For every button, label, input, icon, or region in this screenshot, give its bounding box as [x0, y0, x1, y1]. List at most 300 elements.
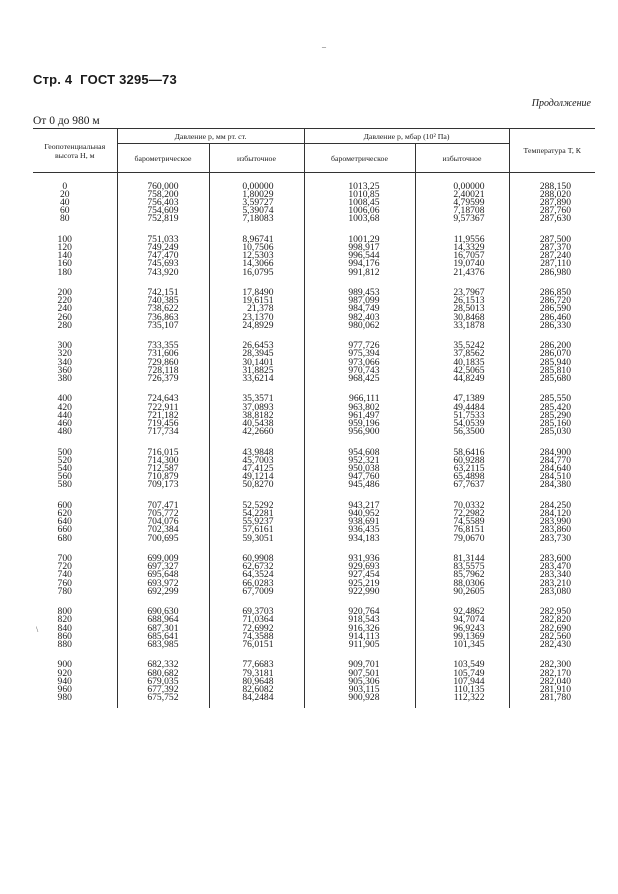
temperature-cell: 287,760 [509, 207, 595, 215]
barometric-mmhg-cell: 702,384 [117, 526, 209, 534]
excess-mmhg-cell: 80,9648 [209, 678, 304, 686]
excess-mmhg-cell: 69,3703 [209, 608, 304, 616]
table-row [33, 608, 595, 616]
temperature-cell: 283,080 [509, 588, 595, 596]
excess-mbar-cell: 79,0670 [415, 535, 509, 543]
altitude-cell: 300 [57, 340, 72, 352]
altitude-cell: 140 [57, 250, 72, 262]
altitude-cell: 920 [57, 667, 72, 679]
temperature-cell: 287,500 [509, 236, 595, 244]
table-row [33, 457, 595, 465]
barometric-mmhg-cell: 742,151 [117, 289, 209, 297]
excess-mbar-cell: 96,9243 [415, 625, 509, 633]
excess-mbar-cell: 88,0306 [415, 580, 509, 588]
group-spacer [33, 383, 595, 395]
excess-mbar-cell: 47,1389 [415, 395, 509, 403]
group-spacer [33, 224, 595, 236]
barometric-mmhg-cell: 726,379 [117, 375, 209, 383]
barometric-mbar-cell: 984,749 [304, 305, 415, 313]
temperature-cell: 283,470 [509, 563, 595, 571]
altitude-cell: 600 [57, 499, 72, 511]
print-mark: \ [36, 625, 39, 634]
table-row [33, 191, 595, 199]
excess-mmhg-cell: 76,0151 [209, 641, 304, 649]
temperature-cell: 287,110 [509, 260, 595, 268]
temperature-cell: 282,560 [509, 633, 595, 641]
altitude-cell: 400 [57, 393, 72, 405]
excess-mmhg-cell: 31,8825 [209, 367, 304, 375]
barometric-mmhg-cell: 731,606 [117, 350, 209, 358]
temperature-cell: 286,980 [509, 269, 595, 277]
barometric-mbar-cell: 940,952 [304, 510, 415, 518]
excess-mmhg-cell: 64,3524 [209, 571, 304, 579]
excess-mmhg-cell: 26,6453 [209, 342, 304, 350]
excess-mbar-cell: 83,5575 [415, 563, 509, 571]
temperature-cell: 282,820 [509, 616, 595, 624]
temperature-cell: 283,340 [509, 571, 595, 579]
excess-mbar-cell: 85,7962 [415, 571, 509, 579]
table-row [33, 252, 595, 260]
excess-mbar-cell: 107,944 [415, 678, 509, 686]
excess-mbar-cell: 4,79599 [415, 199, 509, 207]
barometric-mbar-cell: 934,183 [304, 535, 415, 543]
altitude-cell: 700 [57, 552, 72, 564]
excess-mbar-cell: 60,9288 [415, 457, 509, 465]
barometric-mmhg-cell: 695,648 [117, 571, 209, 579]
group-spacer [33, 702, 595, 708]
excess-mbar-cell: 63,2115 [415, 465, 509, 473]
column-header-barometric-mbar: барометрическое [304, 144, 415, 173]
temperature-cell: 281,910 [509, 686, 595, 694]
altitude-cell: 880 [57, 638, 72, 650]
excess-mmhg-cell: 17,8490 [209, 289, 304, 297]
barometric-mbar-cell: 918,543 [304, 616, 415, 624]
excess-mmhg-cell: 33,6214 [209, 375, 304, 383]
temperature-cell: 285,030 [509, 428, 595, 436]
excess-mbar-cell: 16,7057 [415, 252, 509, 260]
barometric-mmhg-cell: 740,385 [117, 297, 209, 305]
temperature-cell: 287,890 [509, 199, 595, 207]
temperature-cell: 288,150 [509, 183, 595, 191]
barometric-mbar-cell: 998,917 [304, 244, 415, 252]
table-row [33, 269, 595, 277]
barometric-mmhg-cell: 699,009 [117, 555, 209, 563]
table-row [33, 563, 595, 571]
excess-mmhg-cell: 79,3181 [209, 670, 304, 678]
excess-mbar-cell: 40,1835 [415, 359, 509, 367]
excess-mbar-cell: 92,4862 [415, 608, 509, 616]
barometric-mbar-cell: 982,403 [304, 314, 415, 322]
barometric-mbar-cell: 943,217 [304, 502, 415, 510]
temperature-cell: 285,290 [509, 412, 595, 420]
temperature-cell: 282,040 [509, 678, 595, 686]
atmosphere-table [33, 128, 595, 708]
temperature-cell: 286,460 [509, 314, 595, 322]
temperature-cell: 282,300 [509, 661, 595, 669]
altitude-cell: 120 [57, 241, 72, 253]
excess-mmhg-cell: 42,2660 [209, 428, 304, 436]
barometric-mbar-cell: 1006,06 [304, 207, 415, 215]
barometric-mbar-cell: 1008,45 [304, 199, 415, 207]
barometric-mmhg-cell: 729,860 [117, 359, 209, 367]
excess-mbar-cell: 110,135 [415, 686, 509, 694]
barometric-mmhg-cell: 721,182 [117, 412, 209, 420]
temperature-cell: 284,380 [509, 481, 595, 489]
excess-mmhg-cell: 57,6161 [209, 526, 304, 534]
page-number-label: Стр. 4 [33, 72, 73, 87]
altitude-cell: 740 [57, 569, 72, 581]
table-row [33, 502, 595, 510]
altitude-cell: 760 [57, 577, 72, 589]
range-caption: От 0 до 980 м [33, 115, 100, 127]
excess-mbar-cell: 54,0539 [415, 420, 509, 428]
excess-mbar-cell: 26,1513 [415, 297, 509, 305]
barometric-mbar-cell: 996,544 [304, 252, 415, 260]
altitude-cell: 0 [62, 180, 68, 192]
temperature-cell: 283,210 [509, 580, 595, 588]
altitude-cell: 200 [57, 286, 72, 298]
excess-mbar-cell: 99,1369 [415, 633, 509, 641]
excess-mbar-cell: 74,5589 [415, 518, 509, 526]
altitude-cell: 360 [57, 364, 72, 376]
table-row [33, 215, 595, 223]
barometric-mbar-cell: 1003,68 [304, 215, 415, 223]
group-spacer [33, 596, 595, 608]
excess-mmhg-cell: 84,2484 [209, 694, 304, 702]
barometric-mbar-cell: 959,196 [304, 420, 415, 428]
table-row [33, 367, 595, 375]
excess-mbar-cell: 76,8151 [415, 526, 509, 534]
barometric-mbar-cell: 950,038 [304, 465, 415, 473]
table-row [33, 420, 595, 428]
excess-mmhg-cell: 8,96741 [209, 236, 304, 244]
print-mark: – [322, 42, 326, 51]
temperature-cell: 283,860 [509, 526, 595, 534]
barometric-mbar-cell: 900,928 [304, 694, 415, 702]
temperature-cell: 282,430 [509, 641, 595, 649]
altitude-cell: 780 [57, 585, 72, 597]
altitude-cell: 960 [57, 683, 72, 695]
temperature-cell: 284,900 [509, 449, 595, 457]
altitude-cell: 860 [57, 630, 72, 642]
altitude-cell: 320 [57, 348, 72, 360]
group-spacer [33, 173, 595, 183]
excess-mbar-cell: 0,00000 [415, 183, 509, 191]
barometric-mmhg-cell: 705,772 [117, 510, 209, 518]
table-header [33, 129, 595, 173]
barometric-mbar-cell: 945,486 [304, 481, 415, 489]
barometric-mbar-cell: 931,936 [304, 555, 415, 563]
barometric-mmhg-cell: 754,609 [117, 207, 209, 215]
barometric-mmhg-cell: 717,734 [117, 428, 209, 436]
barometric-mmhg-cell: 736,863 [117, 314, 209, 322]
altitude-cell: 60 [59, 205, 70, 217]
excess-mmhg-cell: 12,5303 [209, 252, 304, 260]
altitude-cell: 260 [57, 311, 72, 323]
altitude-cell: 500 [57, 446, 72, 458]
altitude-cell: 660 [57, 524, 72, 536]
barometric-mbar-cell: 920,764 [304, 608, 415, 616]
excess-mbar-cell: 81,3144 [415, 555, 509, 563]
excess-mbar-cell: 14,3329 [415, 244, 509, 252]
barometric-mbar-cell: 1010,85 [304, 191, 415, 199]
table-row [33, 404, 595, 412]
barometric-mbar-cell: 952,321 [304, 457, 415, 465]
altitude-cell: 80 [59, 213, 70, 225]
barometric-mmhg-cell: 680,682 [117, 670, 209, 678]
altitude-cell: 840 [57, 622, 72, 634]
barometric-mbar-cell: 987,099 [304, 297, 415, 305]
excess-mmhg-cell: 52,5292 [209, 502, 304, 510]
temperature-cell: 286,070 [509, 350, 595, 358]
excess-mmhg-cell: 35,3571 [209, 395, 304, 403]
table-row [33, 395, 595, 403]
excess-mmhg-cell: 1,80029 [209, 191, 304, 199]
table-row [33, 661, 595, 669]
altitude-cell: 280 [57, 319, 72, 331]
altitude-cell: 160 [57, 258, 72, 270]
excess-mmhg-cell: 72,6992 [209, 625, 304, 633]
barometric-mbar-cell: 914,113 [304, 633, 415, 641]
excess-mbar-cell: 2,40021 [415, 191, 509, 199]
excess-mmhg-cell: 21,378 [209, 305, 304, 313]
excess-mmhg-cell: 71,0364 [209, 616, 304, 624]
altitude-cell: 460 [57, 417, 72, 429]
excess-mbar-cell: 65,4898 [415, 473, 509, 481]
excess-mmhg-cell: 43,9848 [209, 449, 304, 457]
excess-mbar-cell: 56,3500 [415, 428, 509, 436]
barometric-mmhg-cell: 738,622 [117, 305, 209, 313]
group-spacer [33, 543, 595, 555]
excess-mbar-cell: 44,8249 [415, 375, 509, 383]
excess-mmhg-cell: 23,1370 [209, 314, 304, 322]
barometric-mmhg-cell: 751,033 [117, 236, 209, 244]
atmosphere-table-container [33, 128, 595, 708]
barometric-mbar-cell: 916,326 [304, 625, 415, 633]
barometric-mmhg-cell: 745,693 [117, 260, 209, 268]
excess-mmhg-cell: 24,8929 [209, 322, 304, 330]
continuation-label: Продолжение [531, 98, 591, 109]
excess-mmhg-cell: 77,6683 [209, 661, 304, 669]
excess-mmhg-cell: 66,0283 [209, 580, 304, 588]
temperature-cell: 286,200 [509, 342, 595, 350]
table-row [33, 694, 595, 702]
table-row [33, 350, 595, 358]
barometric-mbar-cell: 975,394 [304, 350, 415, 358]
excess-mbar-cell: 67,7637 [415, 481, 509, 489]
table-row [33, 375, 595, 383]
altitude-cell: 980 [57, 692, 72, 704]
temperature-cell: 283,600 [509, 555, 595, 563]
barometric-mbar-cell: 938,691 [304, 518, 415, 526]
altitude-cell: 180 [57, 266, 72, 278]
barometric-mmhg-cell: 752,819 [117, 215, 209, 223]
table-row [33, 342, 595, 350]
excess-mmhg-cell: 7,18083 [209, 215, 304, 223]
table-row [33, 686, 595, 694]
excess-mmhg-cell: 50,8270 [209, 481, 304, 489]
column-group-mbar: Давление p, мбар (10² Па) [304, 129, 509, 144]
temperature-cell: 286,590 [509, 305, 595, 313]
excess-mbar-cell: 103,549 [415, 661, 509, 669]
column-header-excess-mbar: избыточное [415, 144, 509, 173]
barometric-mmhg-cell: 688,964 [117, 616, 209, 624]
table-body [33, 173, 595, 709]
group-spacer [33, 436, 595, 448]
altitude-cell: 440 [57, 409, 72, 421]
temperature-cell: 282,690 [509, 625, 595, 633]
excess-mbar-cell: 35,5242 [415, 342, 509, 350]
table-row [33, 199, 595, 207]
altitude-cell: 800 [57, 606, 72, 618]
table-row [33, 625, 595, 633]
table-row [33, 359, 595, 367]
excess-mmhg-cell: 38,8182 [209, 412, 304, 420]
barometric-mbar-cell: 954,608 [304, 449, 415, 457]
excess-mmhg-cell: 62,6732 [209, 563, 304, 571]
barometric-mmhg-cell: 743,920 [117, 269, 209, 277]
barometric-mmhg-cell: 683,985 [117, 641, 209, 649]
excess-mmhg-cell: 37,0893 [209, 404, 304, 412]
barometric-mmhg-cell: 712,587 [117, 465, 209, 473]
altitude-cell: 220 [57, 295, 72, 307]
barometric-mmhg-cell: 693,972 [117, 580, 209, 588]
table-row [33, 481, 595, 489]
table-row [33, 633, 595, 641]
temperature-cell: 287,240 [509, 252, 595, 260]
temperature-cell: 282,950 [509, 608, 595, 616]
excess-mbar-cell: 19,0740 [415, 260, 509, 268]
altitude-cell: 560 [57, 471, 72, 483]
barometric-mbar-cell: 936,435 [304, 526, 415, 534]
temperature-cell: 285,420 [509, 404, 595, 412]
excess-mmhg-cell: 49,1214 [209, 473, 304, 481]
table-row [33, 449, 595, 457]
excess-mbar-cell: 105,749 [415, 670, 509, 678]
temperature-cell: 284,250 [509, 502, 595, 510]
barometric-mbar-cell: 956,900 [304, 428, 415, 436]
barometric-mmhg-cell: 714,300 [117, 457, 209, 465]
table-row [33, 297, 595, 305]
excess-mbar-cell: 30,8468 [415, 314, 509, 322]
barometric-mbar-cell: 980,062 [304, 322, 415, 330]
table-row [33, 207, 595, 215]
table-row [33, 555, 595, 563]
table-row [33, 322, 595, 330]
barometric-mmhg-cell: 724,643 [117, 395, 209, 403]
barometric-mmhg-cell: 682,332 [117, 661, 209, 669]
altitude-cell: 900 [57, 659, 72, 671]
barometric-mbar-cell: 911,905 [304, 641, 415, 649]
altitude-cell: 340 [57, 356, 72, 368]
column-header-altitude: Геопотенциальная высота H, м [33, 129, 117, 173]
excess-mbar-cell: 42,5065 [415, 367, 509, 375]
group-spacer [33, 490, 595, 502]
excess-mbar-cell: 49,4484 [415, 404, 509, 412]
column-header-excess-mmhg: избыточное [209, 144, 304, 173]
excess-mmhg-cell: 28,3945 [209, 350, 304, 358]
table-row [33, 289, 595, 297]
table-row [33, 314, 595, 322]
table-row [33, 260, 595, 268]
barometric-mmhg-cell: 692,299 [117, 588, 209, 596]
excess-mmhg-cell: 47,4125 [209, 465, 304, 473]
barometric-mmhg-cell: 709,173 [117, 481, 209, 489]
group-spacer [33, 330, 595, 342]
excess-mbar-cell: 51,7533 [415, 412, 509, 420]
altitude-cell: 940 [57, 675, 72, 687]
excess-mmhg-cell: 54,2281 [209, 510, 304, 518]
excess-mmhg-cell: 3,59727 [209, 199, 304, 207]
table-row [33, 510, 595, 518]
barometric-mbar-cell: 1001,29 [304, 236, 415, 244]
barometric-mmhg-cell: 728,118 [117, 367, 209, 375]
table-row [33, 244, 595, 252]
column-header-barometric-mmhg: барометрическое [117, 144, 209, 173]
barometric-mmhg-cell: 685,641 [117, 633, 209, 641]
barometric-mmhg-cell: 700,695 [117, 535, 209, 543]
temperature-cell: 282,170 [509, 670, 595, 678]
excess-mbar-cell: 112,322 [415, 694, 509, 702]
excess-mmhg-cell: 59,3051 [209, 535, 304, 543]
temperature-cell: 283,990 [509, 518, 595, 526]
temperature-cell: 286,850 [509, 289, 595, 297]
table-row [33, 305, 595, 313]
barometric-mbar-cell: 991,812 [304, 269, 415, 277]
excess-mbar-cell: 70,0332 [415, 502, 509, 510]
barometric-mbar-cell: 907,501 [304, 670, 415, 678]
altitude-cell: 480 [57, 426, 72, 438]
temperature-cell: 285,550 [509, 395, 595, 403]
barometric-mbar-cell: 905,306 [304, 678, 415, 686]
excess-mmhg-cell: 67,7009 [209, 588, 304, 596]
temperature-cell: 284,640 [509, 465, 595, 473]
barometric-mbar-cell: 909,701 [304, 661, 415, 669]
excess-mbar-cell: 94,7074 [415, 616, 509, 624]
excess-mbar-cell: 58,6416 [415, 449, 509, 457]
barometric-mbar-cell: 947,760 [304, 473, 415, 481]
excess-mmhg-cell: 55,9237 [209, 518, 304, 526]
barometric-mbar-cell: 1013,25 [304, 183, 415, 191]
barometric-mbar-cell: 970,743 [304, 367, 415, 375]
page-header [33, 72, 177, 87]
temperature-cell: 287,370 [509, 244, 595, 252]
temperature-cell: 285,160 [509, 420, 595, 428]
excess-mmhg-cell: 16,0795 [209, 269, 304, 277]
barometric-mmhg-cell: 733,355 [117, 342, 209, 350]
altitude-cell: 240 [57, 303, 72, 315]
excess-mbar-cell: 21,4376 [415, 269, 509, 277]
barometric-mmhg-cell: 760,000 [117, 183, 209, 191]
column-group-mmhg: Давление p, мм рт. ст. [117, 129, 304, 144]
excess-mbar-cell: 7,18708 [415, 207, 509, 215]
barometric-mmhg-cell: 716,015 [117, 449, 209, 457]
altitude-cell: 680 [57, 532, 72, 544]
barometric-mbar-cell: 927,454 [304, 571, 415, 579]
altitude-cell: 100 [57, 233, 72, 245]
table-row [33, 588, 595, 596]
temperature-cell: 281,780 [509, 694, 595, 702]
excess-mmhg-cell: 14,3066 [209, 260, 304, 268]
table-row [33, 641, 595, 649]
altitude-cell: 520 [57, 454, 72, 466]
barometric-mmhg-cell: 679,035 [117, 678, 209, 686]
excess-mbar-cell: 11,9556 [415, 236, 509, 244]
barometric-mbar-cell: 973,066 [304, 359, 415, 367]
temperature-cell: 285,680 [509, 375, 595, 383]
barometric-mbar-cell: 966,111 [304, 395, 415, 403]
temperature-cell: 287,630 [509, 215, 595, 223]
